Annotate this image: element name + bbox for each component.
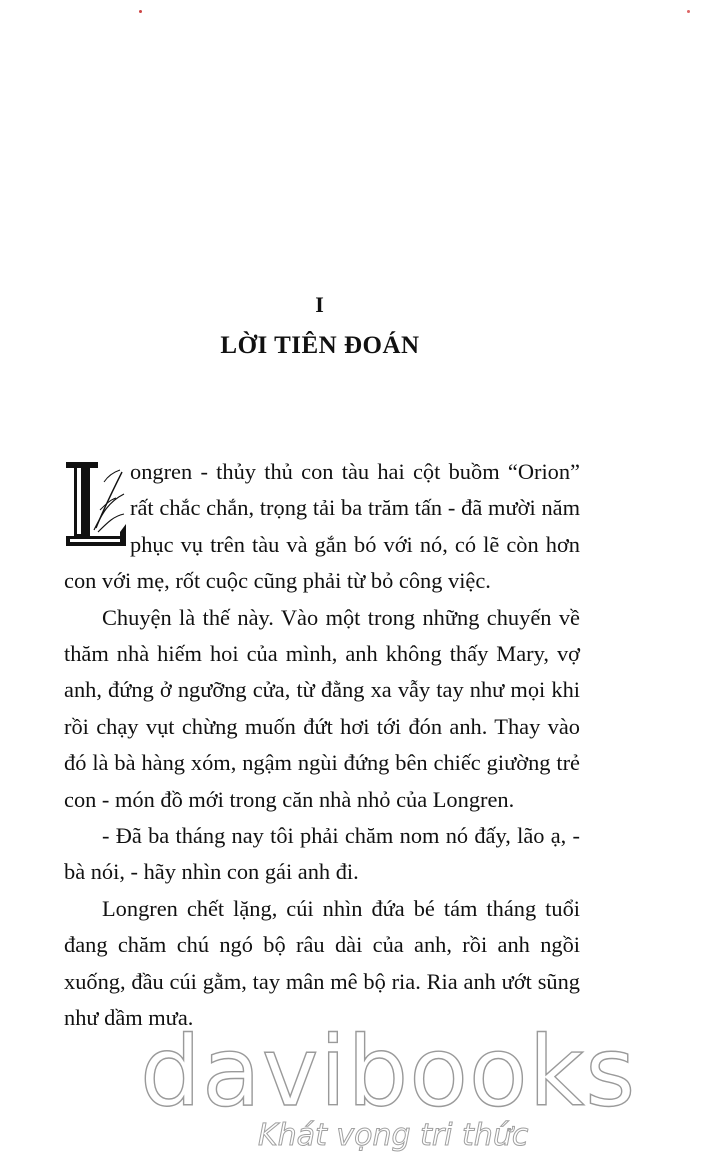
dropcap-ornament	[64, 458, 126, 554]
watermark-brand: davibooks	[140, 1016, 637, 1128]
paragraph-text: Chuyện là thế này. Vào một trong những chuyến về thăm nhà hiếm hoi của mình, anh không thấy Mary, vợ anh, đứng ở ngưỡng cửa, từ đằng xa vẫy tay như mọi khi rồi chạy vụt chừng muốn đứt hơi tới đón anh. Thay vào đó là bà hàng xóm, ngậm ngùi đứng bên chiếc giường trẻ con - món đồ mới trong căn nhà nhỏ của Longren.	[64, 604, 580, 812]
dropcap	[64, 458, 126, 554]
watermark-tagline: Khát vọng tri thức	[258, 1118, 529, 1153]
paragraph	[64, 600, 580, 818]
paragraph-text: Longren chết lặng, cúi nhìn đứa bé tám tháng tuổi đang chăm chú ngó bộ râu dài của anh, rồi anh ngồi xuống, đầu cúi gằm, tay mân mê bộ ria. Ria anh ướt sũng như dầm mưa.	[64, 895, 580, 1031]
chapter-title: LỜI TIÊN ĐOÁN	[220, 332, 420, 359]
paragraph-text: - Đã ba tháng nay tôi phải chăm nom nó đấy, lão ạ, - bà nói, - hãy nhìn con gái anh đi.	[64, 823, 580, 885]
paragraph	[64, 454, 580, 600]
chapter-number: I	[315, 292, 325, 317]
paragraph-text: ongren - thủy thủ con tàu hai cột buồm “Orion” rất chắc chắn, trọng tải ba trăm tấn - đã mười năm phục vụ trên tàu và gắn bó với nó, có lẽ còn hơn con với mẹ, rốt cuộc cũng phải từ bỏ công việc.	[64, 459, 580, 594]
print-speck	[687, 10, 690, 13]
dropcap-letter: L	[64, 458, 65, 459]
paragraph	[64, 891, 580, 1037]
print-speck	[139, 10, 142, 13]
paragraph	[64, 818, 580, 891]
chapter-body	[64, 454, 580, 1037]
